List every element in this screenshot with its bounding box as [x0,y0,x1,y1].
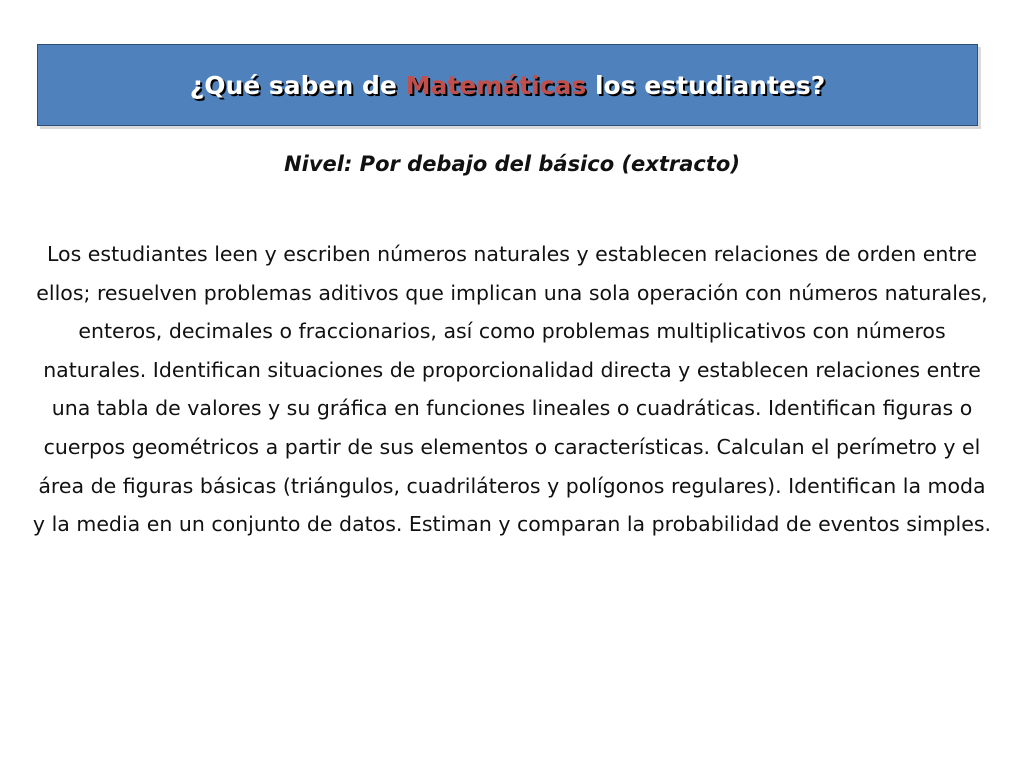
title-prefix: ¿Qué saben de [189,70,406,100]
level-subtitle: Nivel: Por debajo del básico (extracto) [284,152,740,176]
title-suffix: los estudiantes? [586,70,826,100]
level-description: Los estudiantes leen y escriben números naturales y establecen relaciones de orden entre ellos; resuelven problemas aditivos que implican una sola operación con números naturales, enteros, decimales o fraccionarios, así como problemas multiplicativos con números naturales. Identifican situaciones de proporcionalidad directa y establecen relaciones entre una tabla de valores y su gráfica en funciones lineales o cuadráticas. Identifican figuras o cuerpos geométricos a partir de sus elementos o características. Calculan el perímetro y el área de figuras básicas (triángulos, cuadriláteros y polígonos regulares). Identifican la moda y la media en un conjunto de datos. Estiman y comparan la probabilidad de eventos simples. [32,242,992,537]
slide-title [190,71,826,100]
title-banner [37,44,978,126]
title-highlight: Matemáticas [405,70,587,100]
